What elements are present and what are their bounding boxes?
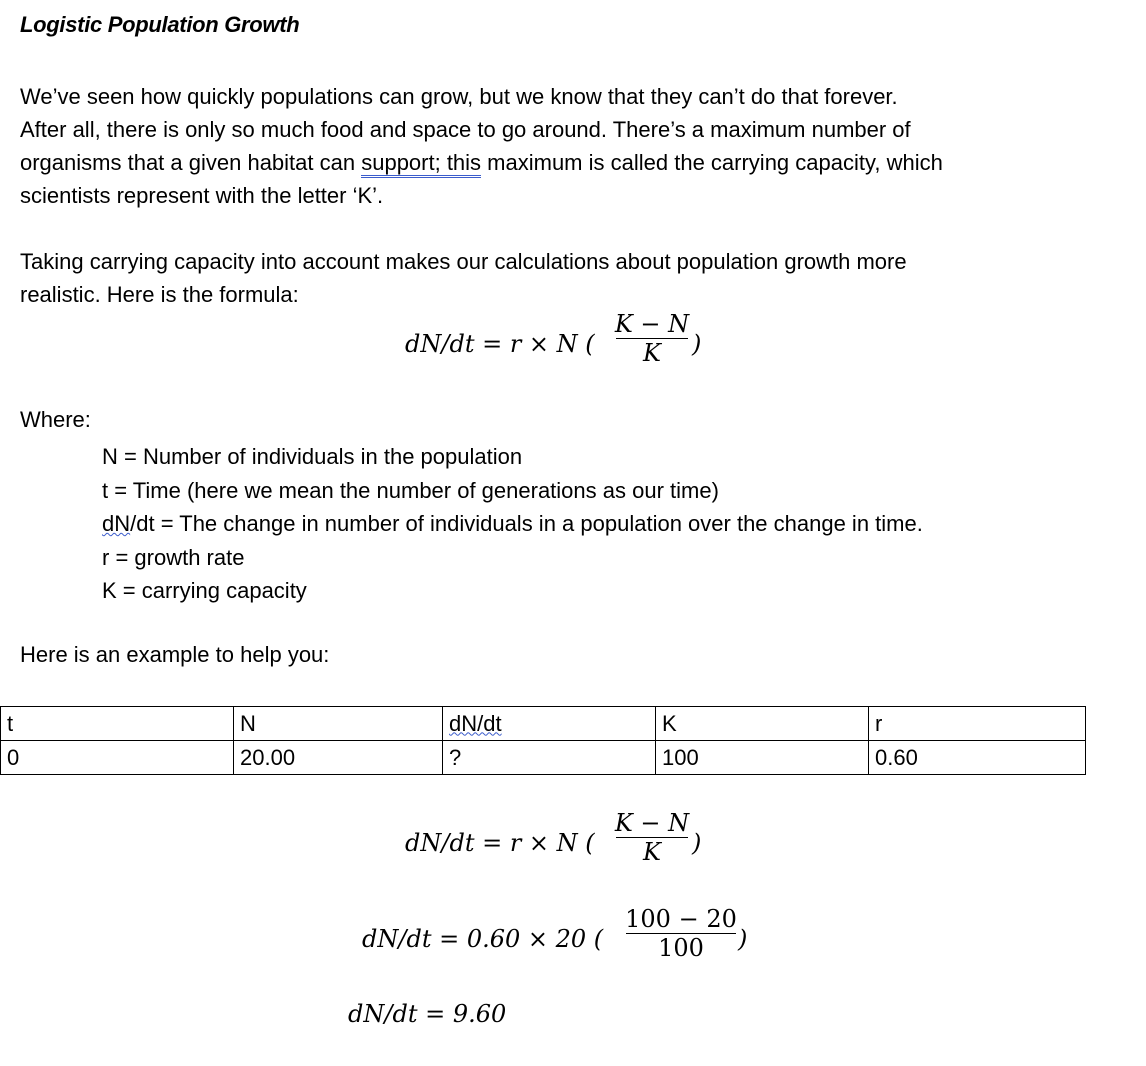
intro-line-1: We’ve seen how quickly populations can grow, but we know that they can’t do that forever. bbox=[20, 84, 898, 109]
example-result: dN/dt = 9.60 bbox=[348, 1000, 507, 1028]
definitions-list bbox=[102, 440, 923, 608]
substitution-lhs bbox=[362, 925, 603, 953]
intro-line-3 bbox=[20, 146, 1130, 179]
definition-t: t = Time (here we mean the number of generations as our time) bbox=[102, 477, 719, 503]
example-formula-fraction bbox=[612, 809, 692, 866]
intro-line-3-end: maximum is called the carrying capacity, which bbox=[481, 150, 943, 175]
cell-k: 100 bbox=[656, 741, 869, 775]
grammar-flag[interactable]: support; this bbox=[361, 150, 481, 178]
carrying-line-1: Taking carrying capacity into account makes our calculations about population growth more bbox=[20, 249, 907, 274]
header-n: N bbox=[234, 707, 443, 741]
carrying-paragraph bbox=[20, 245, 1130, 311]
definition-r: r = growth rate bbox=[102, 544, 245, 570]
where-label: Where: bbox=[20, 407, 91, 432]
table-row bbox=[1, 741, 1086, 775]
intro-line-3-start: organisms that a given habitat can bbox=[20, 150, 362, 175]
cell-n: 20.00 bbox=[234, 741, 443, 775]
header-k: K bbox=[656, 707, 869, 741]
header-r: r bbox=[869, 707, 1086, 741]
table-header-row bbox=[1, 707, 1086, 741]
header-dndt bbox=[443, 707, 656, 741]
definition-n: N = Number of individuals in the population bbox=[102, 444, 523, 469]
example-formula-close: ) bbox=[692, 829, 702, 857]
cell-dndt: ? bbox=[443, 741, 656, 775]
example-formula-denominator: K bbox=[643, 838, 661, 866]
formula-denominator: K bbox=[643, 339, 661, 367]
spelling-flag[interactable]: dN bbox=[102, 511, 131, 536]
intro-paragraph bbox=[20, 80, 1130, 212]
example-formula-lhs: dN/dt = r × N ( bbox=[405, 829, 595, 857]
example-formula-numerator: K − N bbox=[614, 809, 690, 837]
definition-k: K = carrying capacity bbox=[102, 578, 307, 603]
substitution-close: ) bbox=[738, 925, 748, 953]
header-t: t bbox=[1, 707, 234, 741]
cell-t: 0 bbox=[1, 741, 234, 775]
example-intro: Here is an example to help you: bbox=[20, 642, 330, 667]
formula-fraction bbox=[612, 310, 692, 367]
definition-dndt-text: /dt = The change in number of individuals in a population over the change in time. bbox=[130, 511, 923, 536]
formula-close-paren: ) bbox=[692, 330, 702, 358]
formula-lhs: dN/dt = r × N ( bbox=[405, 330, 595, 358]
carrying-line-2: realistic. Here is the formula: bbox=[20, 282, 299, 307]
example-table bbox=[0, 706, 1086, 775]
definition-dndt bbox=[102, 507, 923, 541]
substitution-lhs-text: dN/dt = 0.60 × 20 ( bbox=[362, 925, 604, 953]
logistic-formula bbox=[405, 330, 595, 358]
formula-numerator: K − N bbox=[614, 310, 690, 338]
intro-line-4: scientists represent with the letter ‘K’. bbox=[20, 183, 384, 208]
header-dndt-text[interactable]: dN/dt bbox=[449, 710, 502, 736]
substitution-fraction bbox=[622, 905, 740, 962]
substitution-numerator: 100 − 20 bbox=[625, 905, 737, 933]
page-title: Logistic Population Growth bbox=[20, 12, 300, 37]
intro-line-2: After all, there is only so much food and space to go around. There’s a maximum number of bbox=[20, 117, 911, 142]
substitution-denominator: 100 bbox=[658, 934, 704, 962]
cell-r: 0.60 bbox=[869, 741, 1086, 775]
